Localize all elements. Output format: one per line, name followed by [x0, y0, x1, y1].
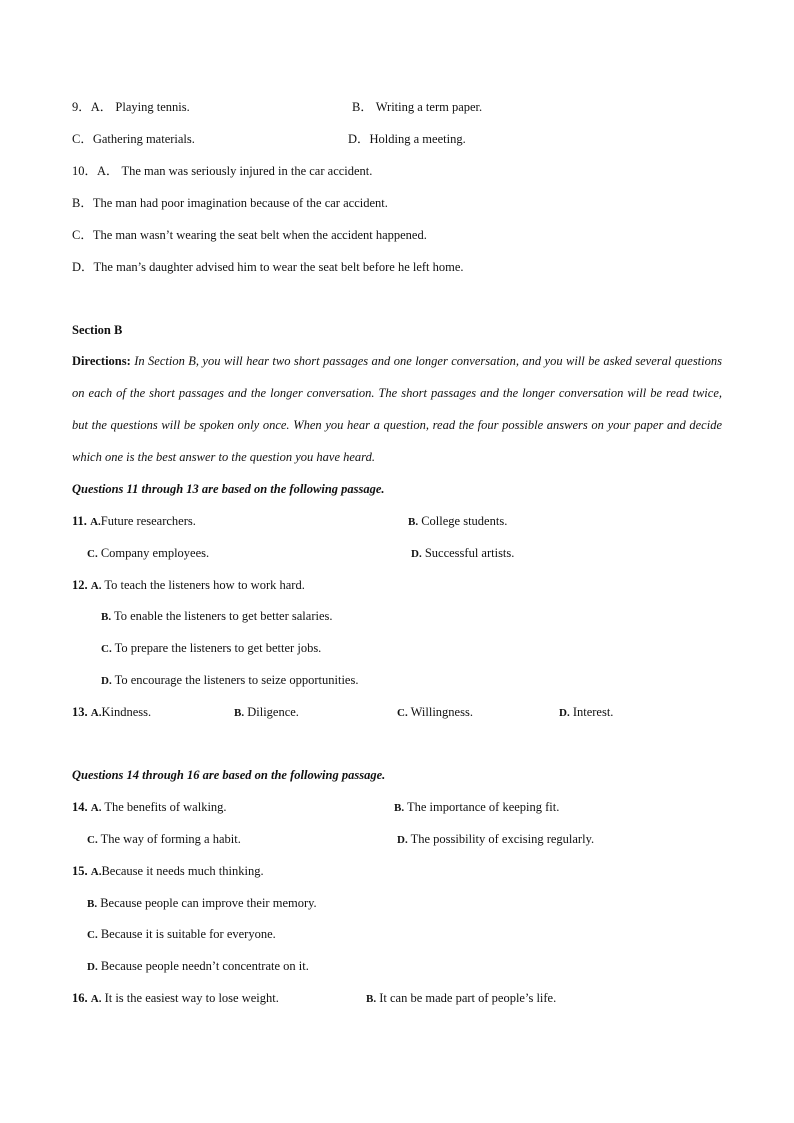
section-b-title: Section B — [72, 323, 123, 337]
option-text: It can be made part of people’s life. — [379, 991, 557, 1005]
option-text: The importance of keeping fit. — [407, 800, 560, 814]
q13-option-a — [72, 704, 151, 721]
q13-option-b — [234, 704, 299, 721]
option-text: The man was seriously injured in the car accident. — [121, 164, 373, 178]
question-number: 9． — [72, 100, 91, 114]
q9-option-b — [352, 99, 482, 115]
option-label: B. — [101, 611, 112, 623]
q11-option-c — [87, 545, 209, 562]
option-text: Playing tennis. — [115, 100, 190, 114]
option-label: C. — [87, 834, 98, 846]
directions-label: Directions: — [72, 354, 131, 368]
q15-option-b — [87, 895, 317, 912]
question-number: 13. — [72, 705, 88, 719]
option-text: To enable the listeners to get better salaries. — [114, 609, 333, 623]
q15-option-a — [72, 863, 264, 880]
q10-option-d — [72, 259, 464, 275]
option-text: Because it is suitable for everyone. — [100, 927, 276, 941]
option-text: To teach the listeners how to work hard. — [104, 578, 305, 592]
q11-option-a — [72, 513, 196, 530]
q10-option-a — [72, 163, 372, 179]
option-label: B. — [408, 516, 419, 528]
option-text: The man had poor imagination because of the car accident. — [92, 196, 388, 210]
q13-option-c — [397, 704, 473, 721]
option-text: The possibility of excising regularly. — [410, 832, 595, 846]
option-label: A. — [90, 707, 102, 719]
option-label: A． — [97, 164, 119, 178]
option-text: College students. — [421, 514, 508, 528]
directions-text: In Section B, you will hear two short passages and one longer conversation, and you will be asked several questions on each of the short passages and the longer conversation. The short passages and the longer conversation will be read twice, but the questions will be spoken only once. When you hear a question, read the four possible answers on your paper and decide which one is the best answer to the question you have heard. — [72, 354, 722, 464]
option-text: Company employees. — [100, 546, 210, 560]
option-label: D. — [87, 961, 98, 973]
option-label: D． — [72, 260, 94, 274]
q10-option-c — [72, 227, 427, 243]
option-text: Because people needn’t concentrate on it. — [100, 959, 309, 973]
option-text: It is the easiest way to lose weight. — [104, 991, 279, 1005]
question-number: 16. — [72, 991, 88, 1005]
q11-option-d — [411, 545, 514, 562]
q14-option-c — [87, 831, 241, 848]
q15-option-c — [87, 926, 276, 943]
option-text: The way of forming a habit. — [100, 832, 241, 846]
q10-option-b — [72, 195, 388, 211]
option-text: To encourage the listeners to seize opportunities. — [114, 673, 359, 687]
option-label: A. — [90, 516, 101, 528]
q9-option-a — [72, 99, 190, 115]
option-label: B． — [352, 100, 373, 114]
option-label: C. — [101, 643, 112, 655]
option-label: A. — [90, 993, 102, 1005]
option-label: C. — [397, 707, 408, 719]
q12-option-c — [101, 640, 321, 657]
q11-option-b — [408, 513, 507, 530]
option-text: Because people can improve their memory. — [100, 896, 317, 910]
question-number: 12. — [72, 578, 88, 592]
option-text: Holding a meeting. — [369, 132, 466, 146]
option-text: To prepare the listeners to get better jobs. — [114, 641, 322, 655]
q14-option-d — [397, 831, 594, 848]
q12-option-d — [101, 672, 358, 689]
q9-option-d — [348, 131, 466, 147]
option-text: Because it needs much thinking. — [101, 864, 264, 878]
option-text: Kindness. — [101, 705, 152, 719]
option-label: B. — [87, 898, 98, 910]
q15-option-d — [87, 958, 309, 975]
q12-option-b — [101, 608, 333, 625]
option-label: C． — [72, 228, 93, 242]
option-text: Future researchers. — [100, 514, 196, 528]
option-label: D. — [411, 548, 422, 560]
option-text: The man wasn’t wearing the seat belt when the accident happened. — [92, 228, 427, 242]
option-text: The man’s daughter advised him to wear the seat belt before he left home. — [93, 260, 464, 274]
option-label: C. — [87, 929, 98, 941]
directions — [72, 345, 722, 473]
option-text: Gathering materials. — [92, 132, 195, 146]
option-text: Willingness. — [410, 705, 473, 719]
option-label: A. — [90, 580, 102, 592]
question-number: 11. — [72, 514, 87, 528]
question-number: 15. — [72, 864, 88, 878]
option-label: B． — [72, 196, 93, 210]
option-label: D. — [101, 675, 112, 687]
passage2-heading: Questions 14 through 16 are based on the following passage. — [72, 768, 386, 782]
q13-option-d — [559, 704, 613, 721]
option-text: Successful artists. — [424, 546, 515, 560]
option-label: D． — [348, 132, 370, 146]
q12-option-a — [72, 577, 305, 594]
option-label: B. — [366, 993, 377, 1005]
option-text: The benefits of walking. — [104, 800, 227, 814]
option-label: D. — [559, 707, 570, 719]
option-text: Writing a term paper. — [375, 100, 483, 114]
option-text: Diligence. — [247, 705, 299, 719]
q16-option-b — [366, 990, 556, 1007]
option-label: A． — [90, 100, 113, 114]
question-number: 10． — [72, 164, 98, 178]
q16-option-a — [72, 990, 279, 1007]
q9-option-c — [72, 131, 195, 147]
passage1-heading: Questions 11 through 13 are based on the following passage. — [72, 482, 385, 496]
option-label: B. — [234, 707, 245, 719]
q14-option-b — [394, 799, 559, 816]
option-label: D. — [397, 834, 408, 846]
question-number: 14. — [72, 800, 88, 814]
option-label: B. — [394, 802, 405, 814]
option-label: C. — [87, 548, 98, 560]
q14-option-a — [72, 799, 227, 816]
option-label: C． — [72, 132, 93, 146]
option-label: A. — [90, 866, 102, 878]
option-text: Interest. — [572, 705, 614, 719]
option-label: A. — [90, 802, 102, 814]
